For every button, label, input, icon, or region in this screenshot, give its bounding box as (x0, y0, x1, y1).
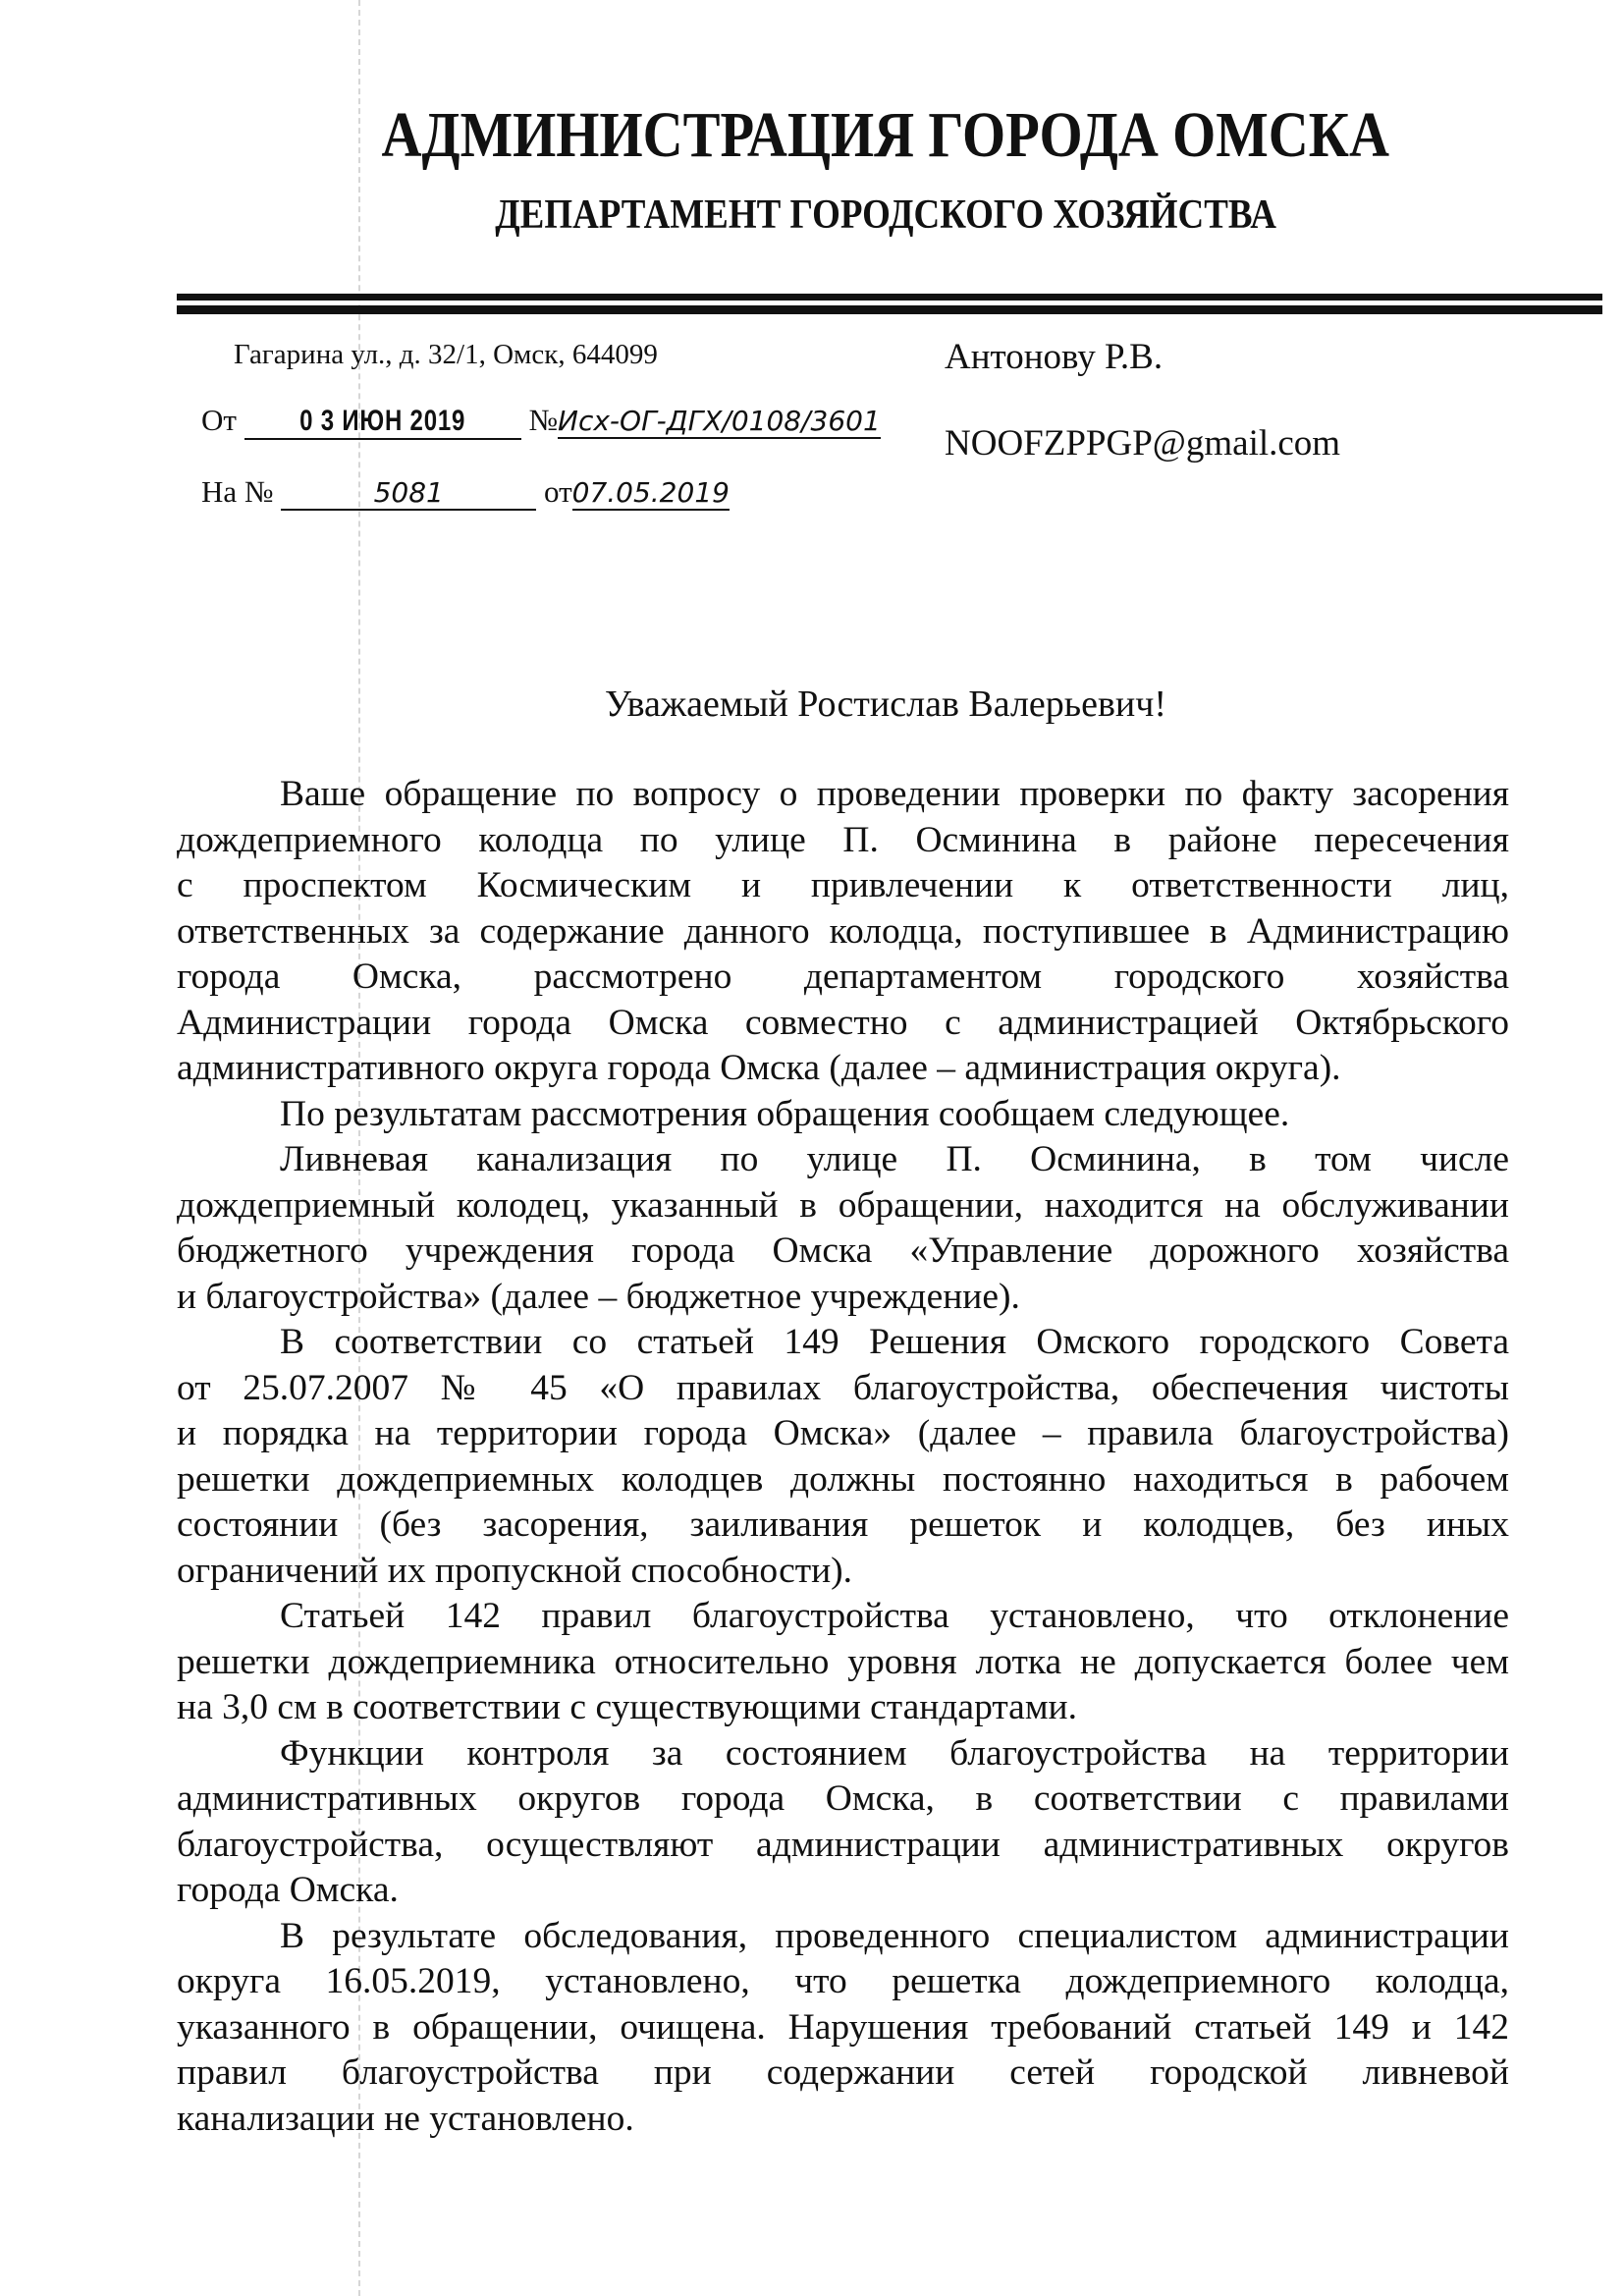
letterhead-title (0, 98, 1624, 173)
text-line: Администрации города Омска совместно с администрацией Октябрьского (177, 1002, 1509, 1043)
letterhead-subtitle (0, 191, 1624, 239)
text-line: ограничений их пропускной способности). (177, 1550, 853, 1591)
text-line: дождеприемного колодца по улице П. Осминина в районе пересечения (177, 819, 1509, 860)
header-divider-thick (177, 305, 1602, 314)
number-label: № (528, 403, 559, 437)
paragraph (177, 1731, 1509, 1914)
text-line: указанного в обращении, очищена. Нарушения требований статьей 149 и 142 (177, 2006, 1509, 2048)
paragraph (177, 1914, 1509, 2143)
text-line: Ваше обращение по вопросу о проведении проверки по факту засорения (280, 774, 1509, 814)
text-line: В соответствии со статьей 149 Решения Омского городского Совета (280, 1322, 1509, 1362)
text-line: Ливневая канализация по улице П. Осминина, в том числе (280, 1139, 1509, 1179)
text-line: и благоустройства» (далее – бюджетное учреждение). (177, 1276, 1020, 1317)
text-line: с проспектом Космическим и привлечении к ответственности лиц, (177, 865, 1509, 905)
greeting: Уважаемый Ростислав Валерьевич! (604, 683, 1167, 725)
text-line: ответственных за содержание данного колодца, поступившее в Администрацию (177, 910, 1509, 952)
text-line: дождеприемный колодец, указанный в обращении, находится на обслуживании (177, 1184, 1509, 1226)
sender-address: Гагарина ул., д. 32/1, Омск, 644099 (234, 339, 658, 370)
text-line: правил благоустройства при содержании сетей городской ливневой (177, 2052, 1509, 2093)
paragraph (177, 1320, 1509, 1594)
reply-date-field: 07.05.2019 (571, 476, 730, 509)
text-line: Функции контроля за состоянием благоустройства на территории (280, 1732, 1509, 1774)
text-line: канализации не установлено. (177, 2098, 634, 2139)
outgoing-date-stamp: 0 3 ИЮН 2019 (299, 405, 466, 437)
outgoing-number: Исх-ОГ-ДГХ/0108/3601 (558, 405, 881, 437)
department-name: ДЕПАРТАМЕНТ ГОРОДСКОГО ХОЗЯЙСТВА (495, 192, 1276, 238)
paragraph (177, 772, 1509, 1092)
text-line: благоустройства, осуществляют администрации административных округов (177, 1824, 1509, 1865)
recipient-email: NOOFZPPGP@gmail.com (945, 423, 1341, 464)
text-line: административного округа города Омска (далее – администрация округа). (177, 1048, 1341, 1088)
text-line: города Омска. (177, 1870, 399, 1910)
text-line: административных округов города Омска, в соответствии с правилами (177, 1778, 1509, 1819)
paragraph (177, 1594, 1509, 1731)
organization-name: АДМИНИСТРАЦИЯ ГОРОДА ОМСКА (381, 99, 1390, 171)
reply-number-field: 5081 (281, 476, 536, 511)
text-line: бюджетного учреждения города Омска «Управление дорожного хозяйства (177, 1230, 1509, 1271)
text-line: от 25.07.2007 № 45 «О правилах благоустройства, обеспечения чистоты (177, 1367, 1509, 1408)
text-line: и порядка на территории города Омска» (далее – правила благоустройства) (177, 1413, 1509, 1453)
header-divider-thin (177, 294, 1602, 301)
text-line: По результатам рассмотрения обращения сообщаем следующее. (280, 1093, 1290, 1134)
paragraph (177, 1137, 1509, 1320)
text-line: решетки дождеприемных колодцев должны постоянно находиться в рабочем (177, 1458, 1509, 1500)
text-line: округа 16.05.2019, установлено, что решетка дождеприемного колодца, (177, 1961, 1509, 2001)
text-line: на 3,0 см в соответствии с существующими стандартами. (177, 1687, 1077, 1727)
from-label: От (201, 403, 237, 437)
outgoing-row (201, 403, 881, 440)
paragraph (177, 1092, 1509, 1138)
recipient-name: Антонову Р.В. (945, 337, 1164, 377)
text-line: решетки дождеприемника относительно уровня лотка не допускается более чем (177, 1641, 1509, 1682)
text-line: состоянии (без засорения, заиливания решеток и колодцев, без иных (177, 1504, 1509, 1545)
reply-label: На № (201, 474, 274, 509)
text-line: В результате обследования, проведенного специалистом администрации (280, 1915, 1509, 1956)
letter-body (177, 772, 1509, 2142)
text-line: Статьей 142 правил благоустройства установлено, что отклонение (280, 1596, 1509, 1636)
outgoing-date-field (244, 403, 521, 440)
reply-date-label: от (543, 474, 572, 509)
text-line: города Омска, рассмотрено департаментом городского хозяйства (177, 957, 1509, 997)
reply-row (201, 474, 730, 511)
